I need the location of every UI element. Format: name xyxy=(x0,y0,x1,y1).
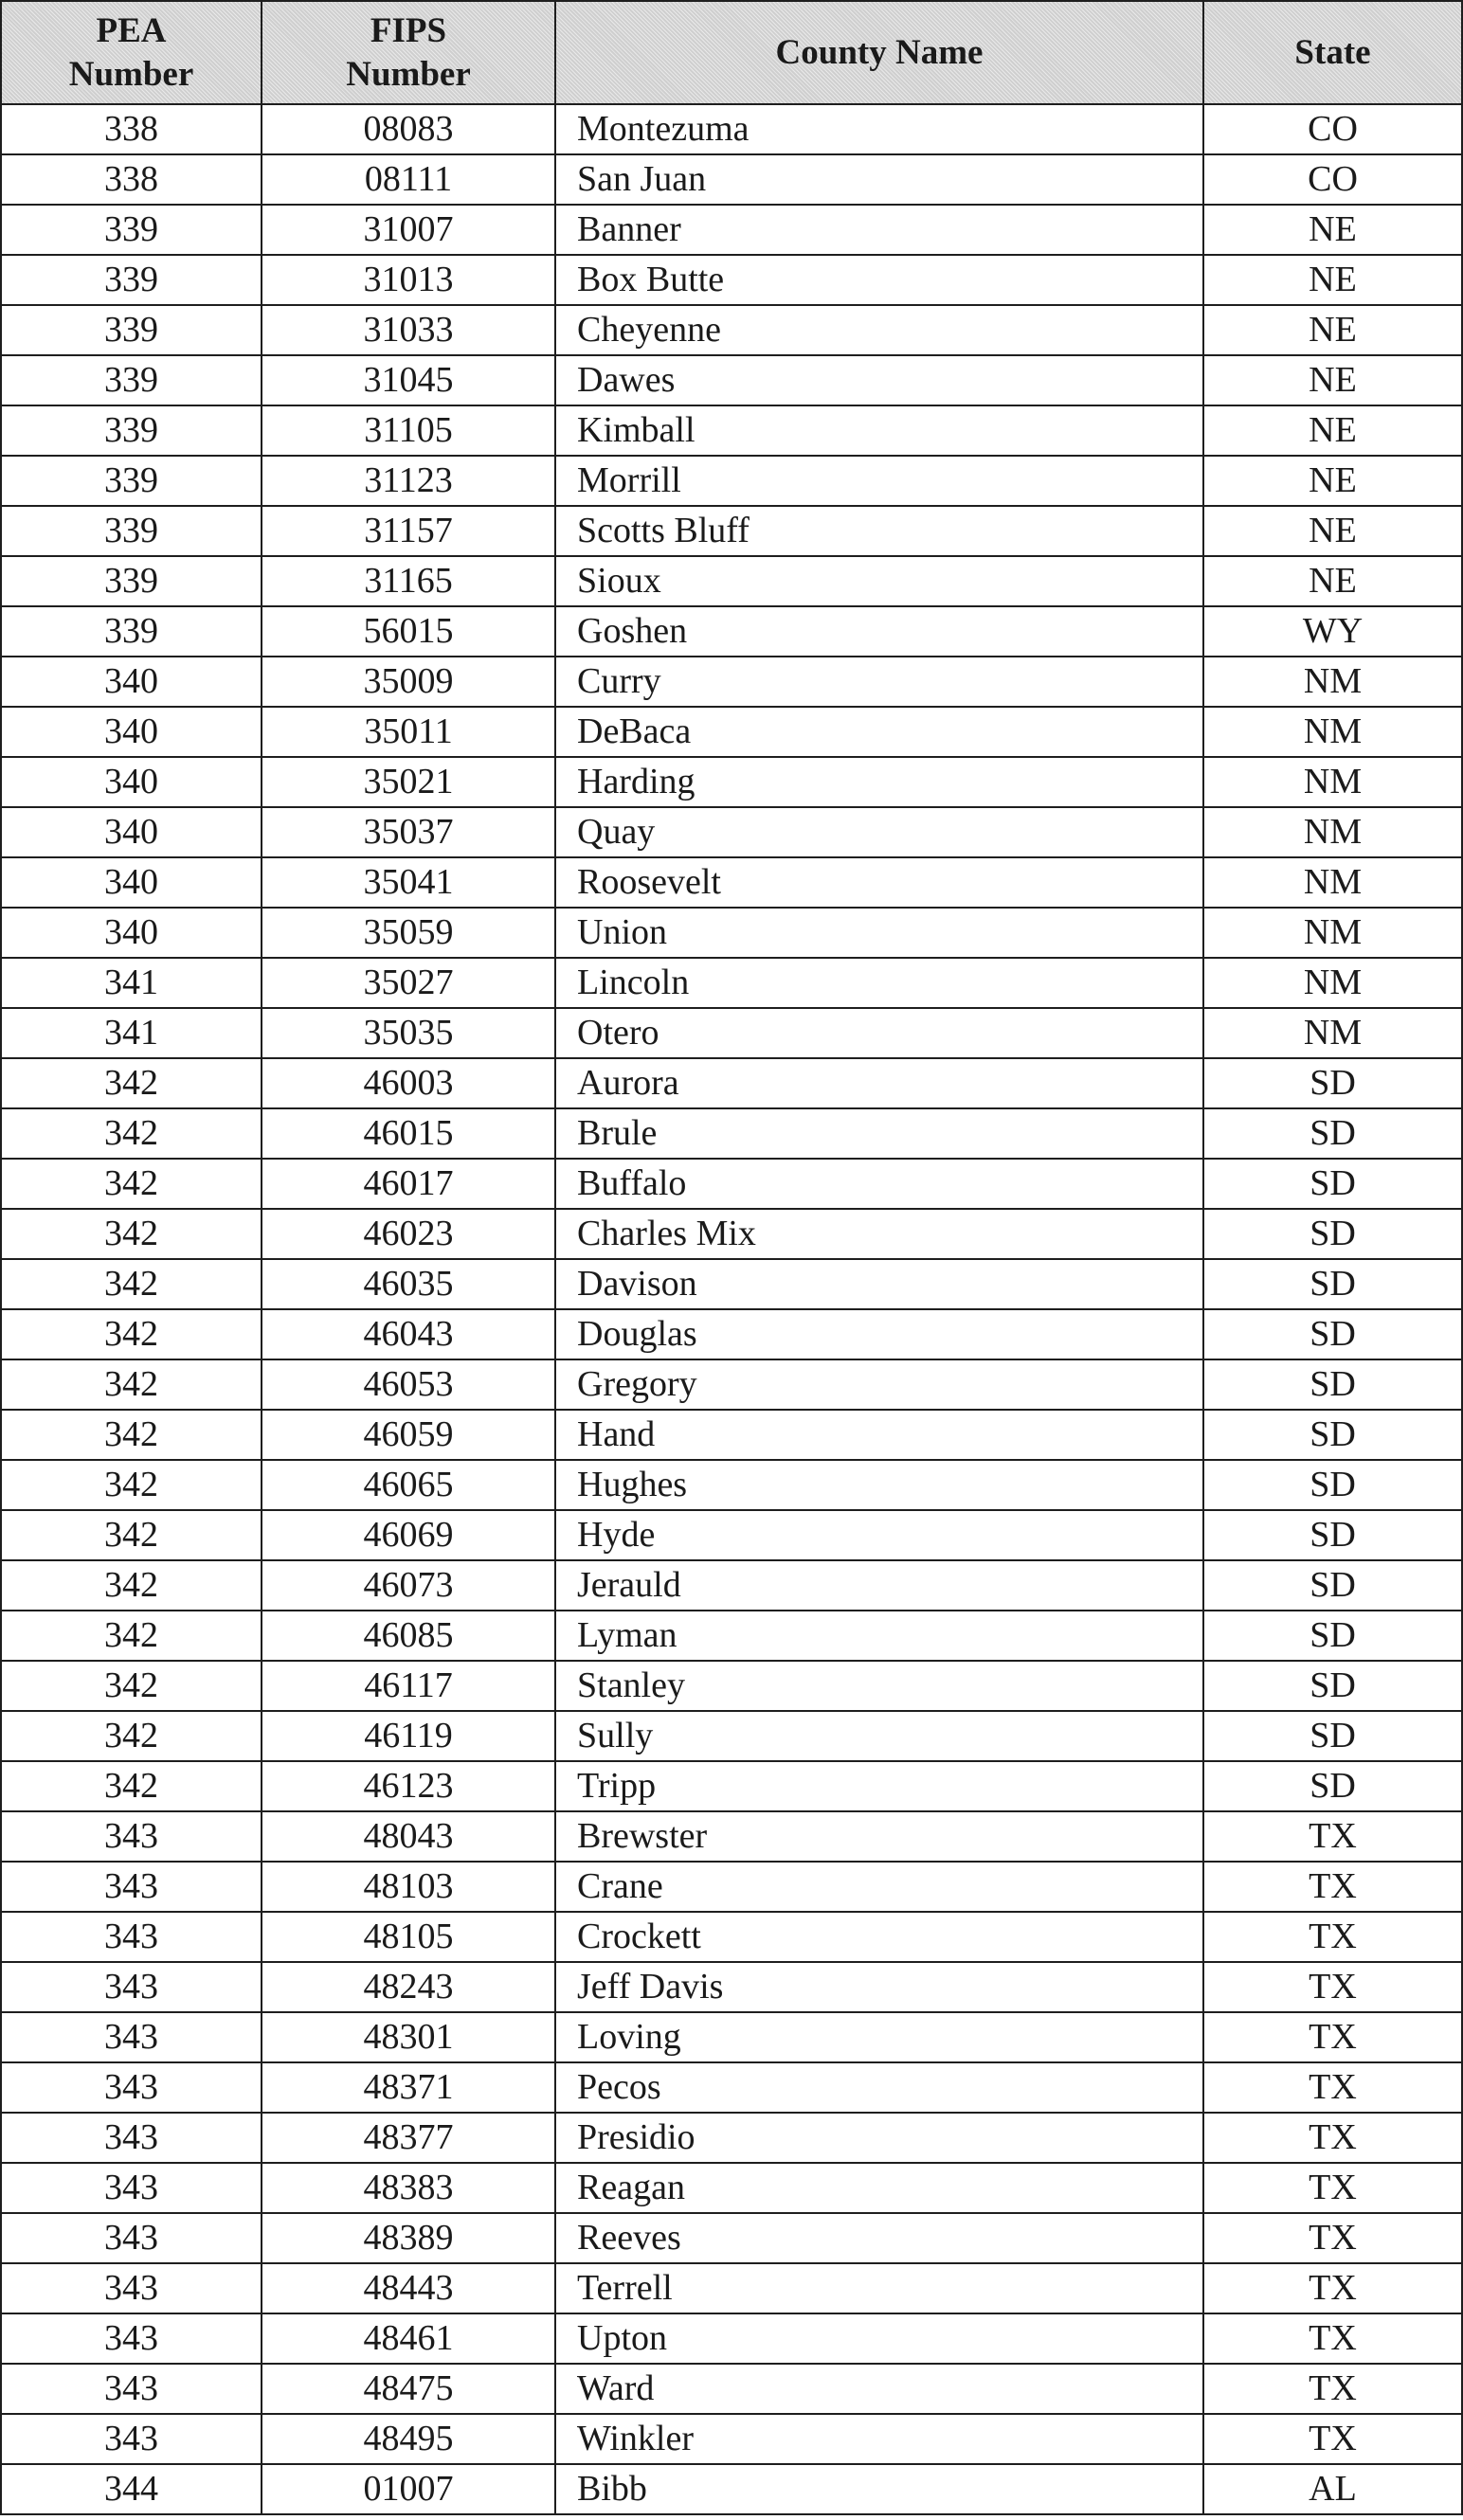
fips-number-cell: 35021 xyxy=(262,757,555,807)
fips-number-cell: 35011 xyxy=(262,707,555,757)
table-row xyxy=(1,1259,1462,1309)
pea-number-cell: 343 xyxy=(1,1912,262,1962)
pea-number-cell: 342 xyxy=(1,1259,262,1309)
table-row xyxy=(1,506,1462,556)
county-name-cell: Scotts Bluff xyxy=(555,506,1203,556)
county-name-cell: Hughes xyxy=(555,1460,1203,1510)
fips-number-cell: 48243 xyxy=(262,1962,555,2012)
fips-number-cell: 31105 xyxy=(262,405,555,456)
pea-number-cell: 343 xyxy=(1,2062,262,2113)
pea-number-cell: 342 xyxy=(1,1761,262,1811)
table-row xyxy=(1,2113,1462,2163)
county-name-cell: Brewster xyxy=(555,1811,1203,1862)
pea-number-cell: 343 xyxy=(1,2414,262,2464)
county-name-cell: Crane xyxy=(555,1862,1203,1912)
table-row xyxy=(1,1058,1462,1108)
county-name-cell: Curry xyxy=(555,657,1203,707)
table-row xyxy=(1,1309,1462,1359)
pea-number-cell: 339 xyxy=(1,305,262,355)
state-cell: NM xyxy=(1203,857,1462,908)
table-row xyxy=(1,1711,1462,1761)
table-row xyxy=(1,2012,1462,2062)
state-cell: NE xyxy=(1203,255,1462,305)
fips-number-cell: 35009 xyxy=(262,657,555,707)
table-row xyxy=(1,606,1462,657)
county-name-cell: Douglas xyxy=(555,1309,1203,1359)
table-row xyxy=(1,1359,1462,1410)
fips-number-cell: 31165 xyxy=(262,556,555,606)
fips-number-cell: 46043 xyxy=(262,1309,555,1359)
fips-number-cell: 46069 xyxy=(262,1510,555,1560)
county-name-cell: Harding xyxy=(555,757,1203,807)
state-cell: CO xyxy=(1203,154,1462,205)
table-row xyxy=(1,1962,1462,2012)
fips-number-cell: 46117 xyxy=(262,1661,555,1711)
state-cell: WY xyxy=(1203,606,1462,657)
pea-number-cell: 342 xyxy=(1,1359,262,1410)
county-name-cell: San Juan xyxy=(555,154,1203,205)
state-cell: TX xyxy=(1203,1912,1462,1962)
county-name-cell: Ward xyxy=(555,2364,1203,2414)
fips-number-cell: 35041 xyxy=(262,857,555,908)
pea-number-cell: 339 xyxy=(1,556,262,606)
table-row xyxy=(1,205,1462,255)
table-row xyxy=(1,1460,1462,1510)
state-cell: SD xyxy=(1203,1108,1462,1159)
county-name-cell: Aurora xyxy=(555,1058,1203,1108)
state-cell: SD xyxy=(1203,1711,1462,1761)
pea-number-cell: 342 xyxy=(1,1058,262,1108)
state-cell: NM xyxy=(1203,958,1462,1008)
table-row xyxy=(1,2062,1462,2113)
fips-number-cell: 35035 xyxy=(262,1008,555,1058)
fips-number-cell: 46003 xyxy=(262,1058,555,1108)
pea-number-cell: 340 xyxy=(1,857,262,908)
pea-number-cell: 343 xyxy=(1,2113,262,2163)
fips-number-cell: 48105 xyxy=(262,1912,555,1962)
county-name-cell: Sully xyxy=(555,1711,1203,1761)
state-cell: AL xyxy=(1203,2464,1462,2514)
county-name-cell: Union xyxy=(555,908,1203,958)
state-cell: SD xyxy=(1203,1460,1462,1510)
fips-number-cell: 48461 xyxy=(262,2313,555,2364)
table-row xyxy=(1,2263,1462,2313)
state-cell: NE xyxy=(1203,305,1462,355)
state-cell: TX xyxy=(1203,2263,1462,2313)
fips-number-cell: 46119 xyxy=(262,1711,555,1761)
county-name-cell: Quay xyxy=(555,807,1203,857)
fips-number-cell: 46073 xyxy=(262,1560,555,1611)
state-cell: TX xyxy=(1203,2364,1462,2414)
fips-number-cell: 46065 xyxy=(262,1460,555,1510)
fips-number-cell: 31013 xyxy=(262,255,555,305)
pea-number-cell: 338 xyxy=(1,104,262,154)
state-cell: NM xyxy=(1203,807,1462,857)
state-cell: TX xyxy=(1203,2313,1462,2364)
pea-number-cell: 343 xyxy=(1,1962,262,2012)
county-name-cell: Davison xyxy=(555,1259,1203,1309)
pea-number-cell: 343 xyxy=(1,2163,262,2213)
state-cell: SD xyxy=(1203,1159,1462,1209)
fips-number-cell: 48377 xyxy=(262,2113,555,2163)
table-row xyxy=(1,456,1462,506)
county-name-cell: Goshen xyxy=(555,606,1203,657)
table-row xyxy=(1,154,1462,205)
fips-number-cell: 46053 xyxy=(262,1359,555,1410)
pea-number-cell: 338 xyxy=(1,154,262,205)
pea-number-cell: 342 xyxy=(1,1309,262,1359)
fips-number-cell: 46059 xyxy=(262,1410,555,1460)
table-row xyxy=(1,2464,1462,2514)
county-name-cell: Stanley xyxy=(555,1661,1203,1711)
state-cell: TX xyxy=(1203,2213,1462,2263)
table-row xyxy=(1,1862,1462,1912)
county-name-cell: Montezuma xyxy=(555,104,1203,154)
header-pea-number xyxy=(1,1,262,104)
pea-number-cell: 342 xyxy=(1,1410,262,1460)
pea-number-cell: 342 xyxy=(1,1460,262,1510)
state-cell: TX xyxy=(1203,2163,1462,2213)
state-cell: NE xyxy=(1203,506,1462,556)
county-name-cell: Lincoln xyxy=(555,958,1203,1008)
county-name-cell: Bibb xyxy=(555,2464,1203,2514)
fips-number-cell: 31045 xyxy=(262,355,555,405)
county-name-cell: Reagan xyxy=(555,2163,1203,2213)
header-county-name: County Name xyxy=(555,1,1203,104)
state-cell: CO xyxy=(1203,104,1462,154)
state-cell: SD xyxy=(1203,1761,1462,1811)
state-cell: NE xyxy=(1203,456,1462,506)
header-pea-line2: Number xyxy=(68,54,194,94)
pea-number-cell: 342 xyxy=(1,1108,262,1159)
state-cell: NM xyxy=(1203,707,1462,757)
pea-number-cell: 343 xyxy=(1,1811,262,1862)
pea-number-cell: 343 xyxy=(1,2313,262,2364)
fips-number-cell: 31007 xyxy=(262,205,555,255)
table-row xyxy=(1,1661,1462,1711)
county-name-cell: Terrell xyxy=(555,2263,1203,2313)
table-row xyxy=(1,1560,1462,1611)
header-fips-line2: Number xyxy=(346,54,471,94)
table-body xyxy=(1,104,1462,2514)
county-name-cell: Lyman xyxy=(555,1611,1203,1661)
pea-number-cell: 339 xyxy=(1,205,262,255)
table-row xyxy=(1,2414,1462,2464)
state-cell: NE xyxy=(1203,556,1462,606)
pea-number-cell: 339 xyxy=(1,355,262,405)
pea-number-cell: 342 xyxy=(1,1560,262,1611)
table-row xyxy=(1,1209,1462,1259)
table-row xyxy=(1,1811,1462,1862)
table-row xyxy=(1,104,1462,154)
fips-number-cell: 46035 xyxy=(262,1259,555,1309)
pea-number-cell: 342 xyxy=(1,1209,262,1259)
county-name-cell: Upton xyxy=(555,2313,1203,2364)
county-name-cell: Loving xyxy=(555,2012,1203,2062)
table-row xyxy=(1,807,1462,857)
pea-number-cell: 340 xyxy=(1,908,262,958)
pea-number-cell: 341 xyxy=(1,958,262,1008)
header-fips-number xyxy=(262,1,555,104)
state-cell: NM xyxy=(1203,657,1462,707)
county-name-cell: Jerauld xyxy=(555,1560,1203,1611)
county-name-cell: Tripp xyxy=(555,1761,1203,1811)
county-name-cell: Jeff Davis xyxy=(555,1962,1203,2012)
county-name-cell: Kimball xyxy=(555,405,1203,456)
table-row xyxy=(1,707,1462,757)
fips-number-cell: 35059 xyxy=(262,908,555,958)
pea-number-cell: 344 xyxy=(1,2464,262,2514)
table-row xyxy=(1,1611,1462,1661)
table-row xyxy=(1,305,1462,355)
pea-number-cell: 343 xyxy=(1,2213,262,2263)
state-cell: SD xyxy=(1203,1410,1462,1460)
header-fips-line1: FIPS xyxy=(370,10,447,50)
state-cell: TX xyxy=(1203,2414,1462,2464)
fips-number-cell: 48103 xyxy=(262,1862,555,1912)
fips-number-cell: 56015 xyxy=(262,606,555,657)
fips-number-cell: 08083 xyxy=(262,104,555,154)
state-cell: SD xyxy=(1203,1058,1462,1108)
county-name-cell: Sioux xyxy=(555,556,1203,606)
fips-number-cell: 48383 xyxy=(262,2163,555,2213)
table-row xyxy=(1,556,1462,606)
county-name-cell: Hyde xyxy=(555,1510,1203,1560)
state-cell: NM xyxy=(1203,908,1462,958)
fips-number-cell: 48043 xyxy=(262,1811,555,1862)
county-name-cell: Banner xyxy=(555,205,1203,255)
pea-number-cell: 343 xyxy=(1,1862,262,1912)
pea-number-cell: 341 xyxy=(1,1008,262,1058)
header-row xyxy=(1,1,1462,104)
fips-number-cell: 46017 xyxy=(262,1159,555,1209)
pea-number-cell: 342 xyxy=(1,1611,262,1661)
state-cell: SD xyxy=(1203,1510,1462,1560)
fips-number-cell: 48495 xyxy=(262,2414,555,2464)
fips-number-cell: 01007 xyxy=(262,2464,555,2514)
state-cell: TX xyxy=(1203,2113,1462,2163)
county-name-cell: Brule xyxy=(555,1108,1203,1159)
table-row xyxy=(1,958,1462,1008)
table-row xyxy=(1,2364,1462,2414)
table-row xyxy=(1,1912,1462,1962)
county-name-cell: Otero xyxy=(555,1008,1203,1058)
pea-number-cell: 339 xyxy=(1,405,262,456)
county-name-cell: Cheyenne xyxy=(555,305,1203,355)
pea-number-cell: 339 xyxy=(1,456,262,506)
table-row xyxy=(1,908,1462,958)
table-row xyxy=(1,2213,1462,2263)
county-name-cell: Presidio xyxy=(555,2113,1203,2163)
state-cell: TX xyxy=(1203,2062,1462,2113)
fips-number-cell: 31123 xyxy=(262,456,555,506)
table-row xyxy=(1,405,1462,456)
county-name-cell: Pecos xyxy=(555,2062,1203,2113)
pea-number-cell: 343 xyxy=(1,2263,262,2313)
pea-number-cell: 339 xyxy=(1,606,262,657)
header-pea-line1: PEA xyxy=(96,10,167,50)
state-cell: SD xyxy=(1203,1560,1462,1611)
pea-number-cell: 342 xyxy=(1,1510,262,1560)
pea-number-cell: 342 xyxy=(1,1159,262,1209)
fips-number-cell: 46015 xyxy=(262,1108,555,1159)
pea-number-cell: 343 xyxy=(1,2364,262,2414)
table-row xyxy=(1,1159,1462,1209)
pea-number-cell: 340 xyxy=(1,807,262,857)
fips-number-cell: 08111 xyxy=(262,154,555,205)
pea-number-cell: 340 xyxy=(1,707,262,757)
state-cell: TX xyxy=(1203,1811,1462,1862)
fips-number-cell: 35037 xyxy=(262,807,555,857)
county-name-cell: Roosevelt xyxy=(555,857,1203,908)
pea-number-cell: 339 xyxy=(1,255,262,305)
table-row xyxy=(1,2313,1462,2364)
header-state: State xyxy=(1203,1,1462,104)
table-row xyxy=(1,1410,1462,1460)
fips-number-cell: 48443 xyxy=(262,2263,555,2313)
fips-number-cell: 31157 xyxy=(262,506,555,556)
fips-number-cell: 48371 xyxy=(262,2062,555,2113)
table-header xyxy=(1,1,1462,104)
fips-number-cell: 48389 xyxy=(262,2213,555,2263)
state-cell: NE xyxy=(1203,205,1462,255)
state-cell: NE xyxy=(1203,405,1462,456)
county-name-cell: Reeves xyxy=(555,2213,1203,2263)
county-name-cell: Hand xyxy=(555,1410,1203,1460)
fips-number-cell: 31033 xyxy=(262,305,555,355)
fips-number-cell: 46123 xyxy=(262,1761,555,1811)
fips-number-cell: 46023 xyxy=(262,1209,555,1259)
table-row xyxy=(1,2163,1462,2213)
county-name-cell: Crockett xyxy=(555,1912,1203,1962)
county-name-cell: Dawes xyxy=(555,355,1203,405)
fips-number-cell: 48475 xyxy=(262,2364,555,2414)
county-name-cell: Charles Mix xyxy=(555,1209,1203,1259)
state-cell: NE xyxy=(1203,355,1462,405)
state-cell: NM xyxy=(1203,1008,1462,1058)
county-name-cell: Gregory xyxy=(555,1359,1203,1410)
table-row xyxy=(1,1108,1462,1159)
pea-number-cell: 342 xyxy=(1,1711,262,1761)
county-name-cell: Buffalo xyxy=(555,1159,1203,1209)
fips-number-cell: 48301 xyxy=(262,2012,555,2062)
table-row xyxy=(1,1008,1462,1058)
state-cell: SD xyxy=(1203,1309,1462,1359)
fips-number-cell: 35027 xyxy=(262,958,555,1008)
table-row xyxy=(1,255,1462,305)
pea-number-cell: 340 xyxy=(1,757,262,807)
table-row xyxy=(1,657,1462,707)
table-row xyxy=(1,757,1462,807)
table-row xyxy=(1,857,1462,908)
state-cell: TX xyxy=(1203,1862,1462,1912)
pea-number-cell: 339 xyxy=(1,506,262,556)
county-name-cell: DeBaca xyxy=(555,707,1203,757)
pea-number-cell: 343 xyxy=(1,2012,262,2062)
state-cell: SD xyxy=(1203,1611,1462,1661)
state-cell: NM xyxy=(1203,757,1462,807)
state-cell: TX xyxy=(1203,1962,1462,2012)
fips-number-cell: 46085 xyxy=(262,1611,555,1661)
pea-number-cell: 342 xyxy=(1,1661,262,1711)
state-cell: SD xyxy=(1203,1359,1462,1410)
pea-number-cell: 340 xyxy=(1,657,262,707)
county-name-cell: Box Butte xyxy=(555,255,1203,305)
state-cell: SD xyxy=(1203,1259,1462,1309)
table-row xyxy=(1,1510,1462,1560)
county-name-cell: Morrill xyxy=(555,456,1203,506)
table-row xyxy=(1,355,1462,405)
state-cell: SD xyxy=(1203,1661,1462,1711)
state-cell: TX xyxy=(1203,2012,1462,2062)
state-cell: SD xyxy=(1203,1209,1462,1259)
table-row xyxy=(1,1761,1462,1811)
county-name-cell: Winkler xyxy=(555,2414,1203,2464)
